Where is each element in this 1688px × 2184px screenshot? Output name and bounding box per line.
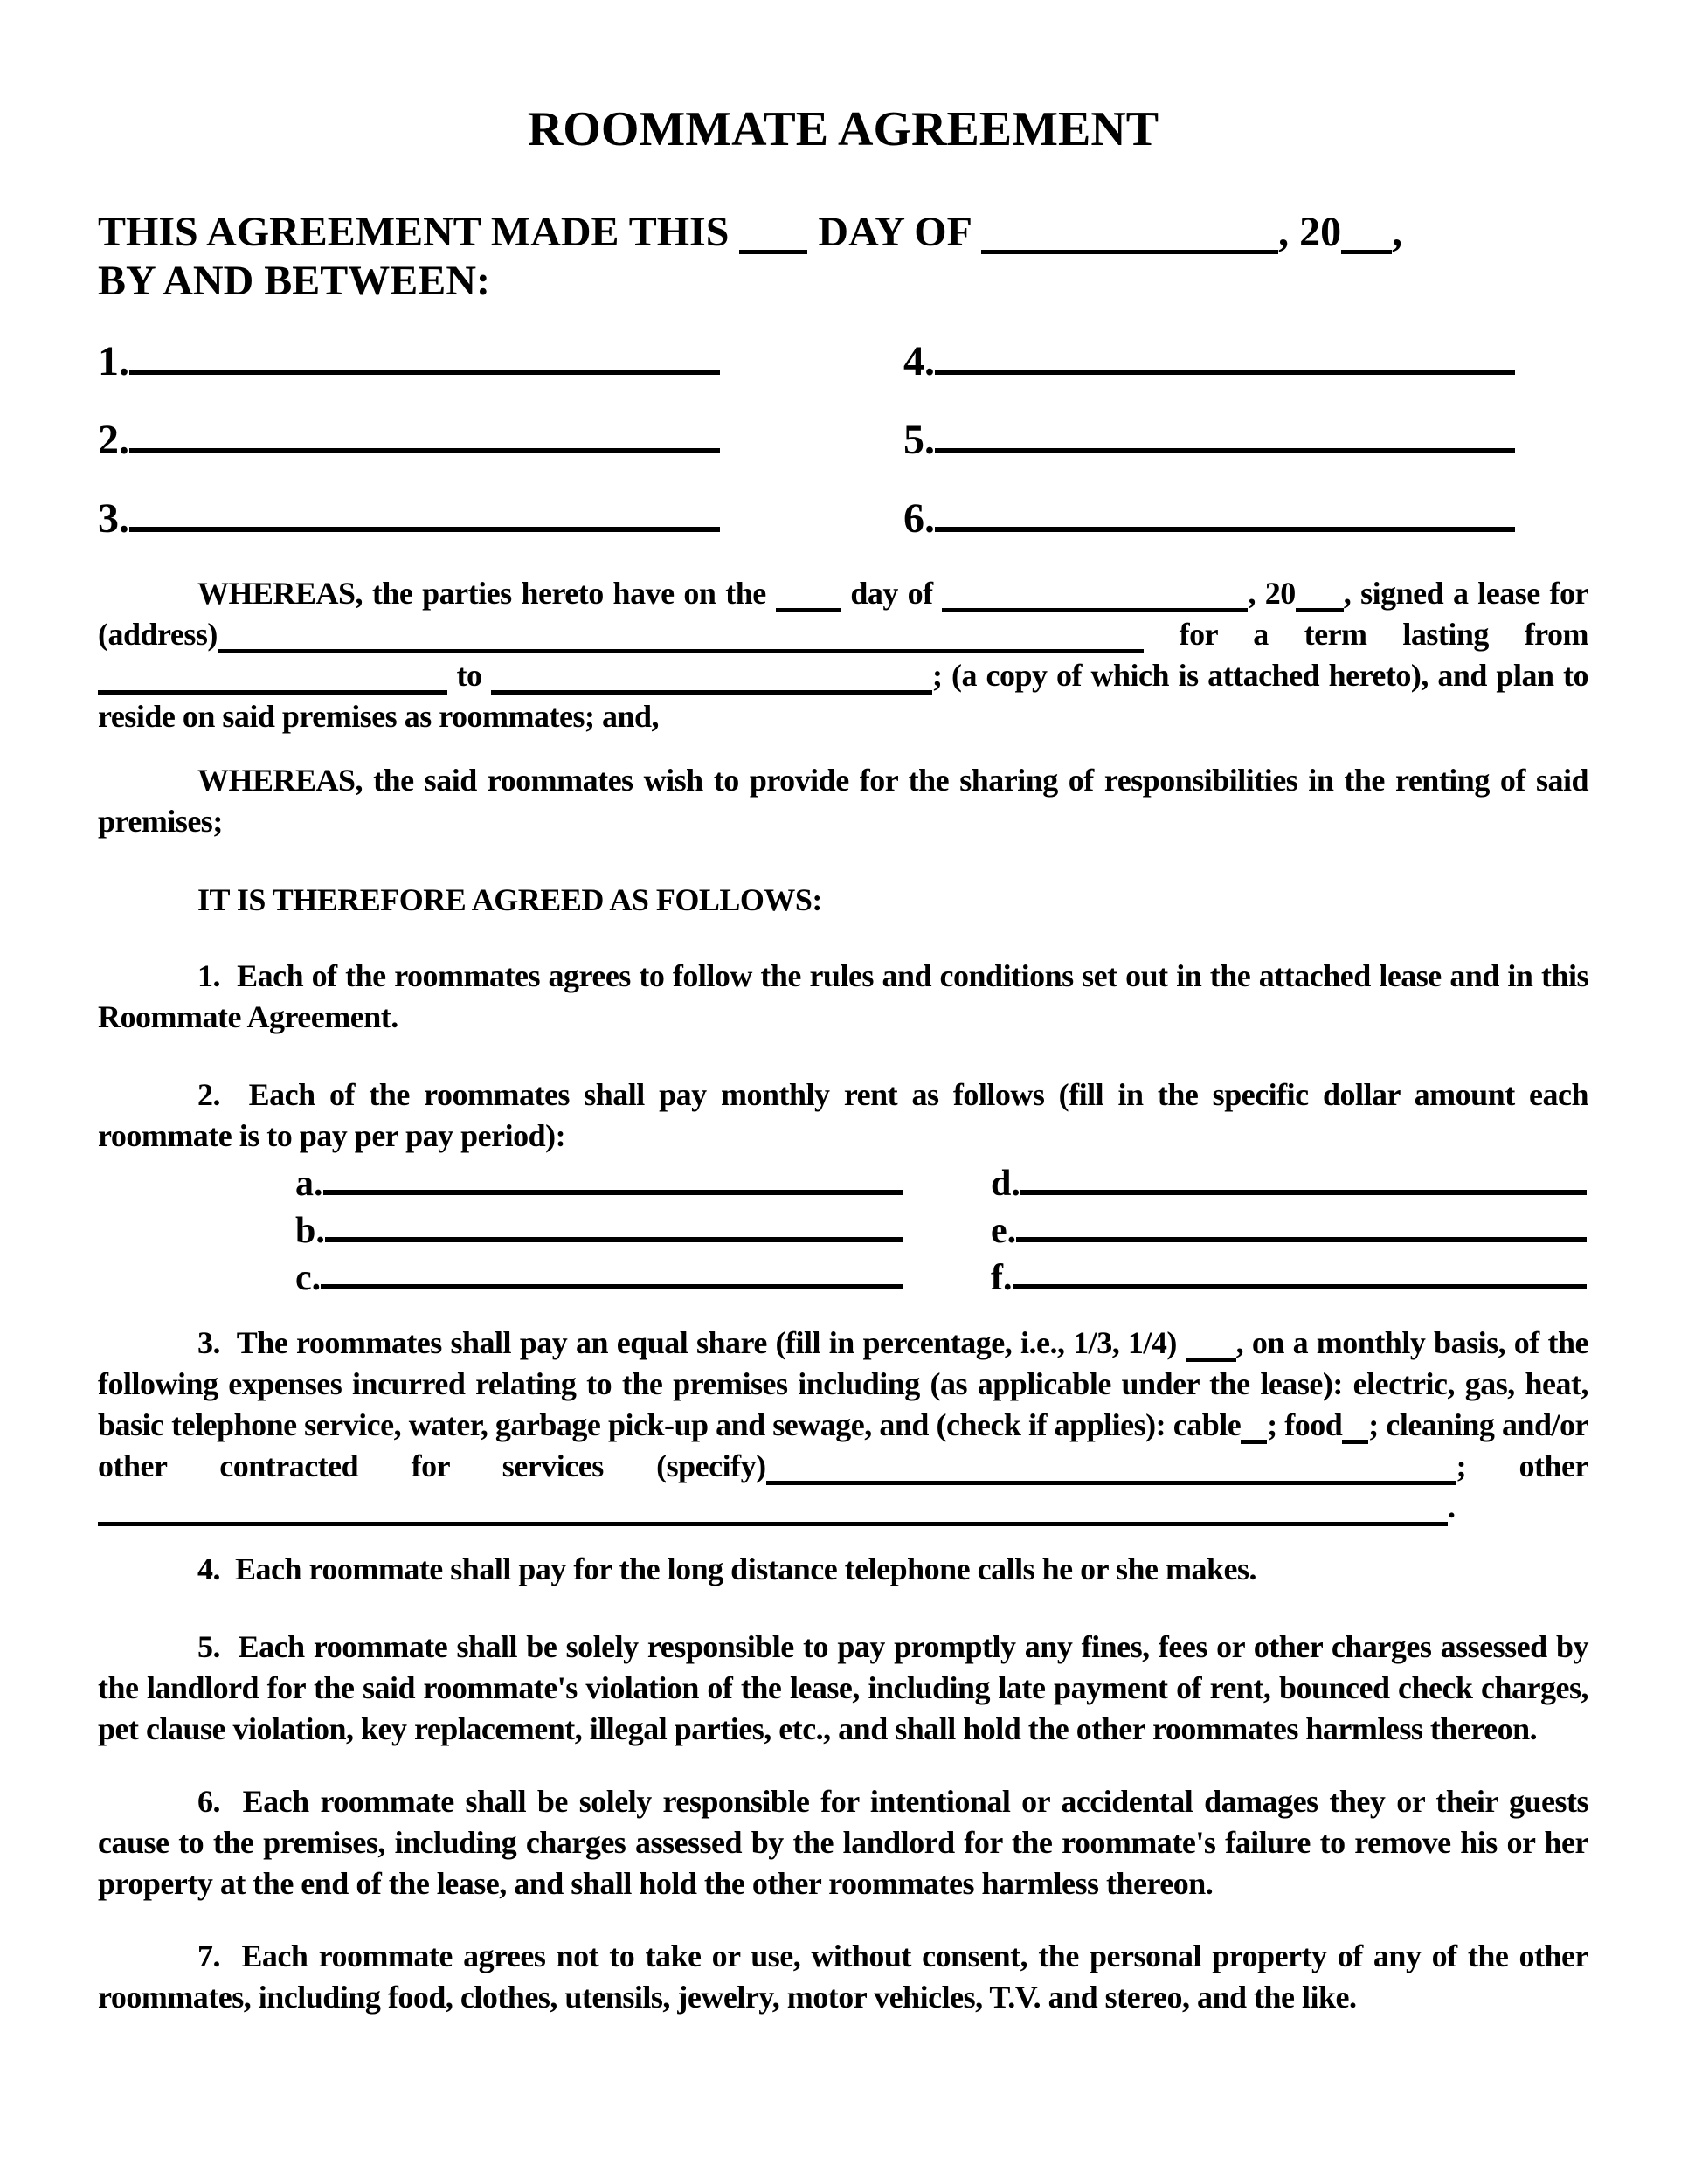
rent-label-b: b. — [295, 1211, 325, 1251]
opening-clause-line2: BY AND BETWEEN: — [98, 258, 490, 304]
rent-row — [98, 1209, 1588, 1253]
fill-blank — [981, 239, 1278, 254]
clause-1-follow-lease: 1. Each of the roommates agrees to follow the rules and conditions set out in the attached lease and in this Roommate Agreement. — [98, 958, 1588, 1034]
rent-field-d — [991, 1162, 1587, 1206]
clause-2-monthly-rent: 2. Each of the roommates shall pay monthly rent as follows (fill in the specific dollar amount each roommate is to pay per pay period): — [98, 1077, 1588, 1153]
rent-blank-line-b — [325, 1237, 903, 1242]
party-field-4 — [903, 337, 1515, 386]
party-row — [98, 416, 1588, 465]
rent-amount-list — [98, 1162, 1588, 1300]
rent-label-f: f. — [991, 1258, 1013, 1298]
rent-row — [98, 1162, 1588, 1206]
rent-field-a — [295, 1162, 903, 1206]
clause-3-shared-expenses: 3. The roommates shall pay an equal share (fill in percentage, i.e., 1/3, 1/4) , on a monthly basis, of the following expenses incurred relating to the premises including (as applicable under the lease): electric, gas, heat, basic telephone service, water, garbage pick-up and sewage, and (check if applies): cable ; food ; cleaning and/or other contracted for services (specify) ; other. — [98, 1325, 1588, 1524]
fill-blank — [942, 598, 1248, 612]
rent-field-b — [295, 1209, 903, 1253]
rent-blank-line-c — [321, 1284, 903, 1289]
document-title: ROOMMATE AGREEMENT — [527, 102, 1159, 156]
party-blank-line-6 — [935, 527, 1515, 532]
rent-field-f — [991, 1256, 1587, 1300]
party-blank-line-4 — [935, 370, 1515, 375]
fill-blank — [1342, 1429, 1368, 1444]
rent-blank-line-d — [1020, 1190, 1587, 1195]
party-number-4: 4. — [903, 338, 935, 384]
party-field-5 — [903, 416, 1515, 465]
therefore-agreed-line: IT IS THEREFORE AGREED AS FOLLOWS: — [197, 882, 822, 917]
party-blank-line-2 — [129, 448, 720, 453]
rent-field-c — [295, 1256, 903, 1300]
party-blank-line-3 — [129, 527, 720, 532]
fill-blank — [739, 239, 807, 254]
party-row — [98, 494, 1588, 543]
rent-blank-line-e — [1016, 1237, 1587, 1242]
fill-blank — [766, 1470, 1456, 1485]
fill-blank — [1241, 1429, 1267, 1444]
fill-blank — [776, 598, 841, 612]
party-blank-line-1 — [129, 370, 720, 375]
opening-clause — [98, 208, 1588, 306]
party-field-6 — [903, 494, 1515, 543]
party-field-3 — [98, 494, 720, 543]
fill-blank — [1341, 239, 1392, 254]
rent-blank-line-a — [323, 1190, 904, 1195]
rent-label-a: a. — [295, 1164, 323, 1204]
rent-label-d: d. — [991, 1164, 1020, 1204]
clause-7-personal-property: 7. Each roommate agrees not to take or use, without consent, the personal property of any of the other roommates, including food, clothes, utensils, jewelry, motor vehicles, T.V. and stereo, and the like. — [98, 1939, 1588, 2015]
party-number-6: 6. — [903, 495, 935, 542]
fill-blank — [218, 639, 1144, 653]
fill-blank — [98, 680, 447, 695]
rent-row — [98, 1256, 1588, 1300]
party-field-1 — [98, 337, 720, 386]
party-name-list — [98, 337, 1588, 543]
rent-label-c: c. — [295, 1258, 322, 1298]
party-number-5: 5. — [903, 417, 935, 463]
clause-6-damages: 6. Each roommate shall be solely responsible for intentional or accidental damages they or their guests cause to the premises, including charges assessed by the landlord for the roommate's failure to remove his or her property at the end of the lease, and shall hold the other roommates harmless thereon. — [98, 1784, 1588, 1901]
party-blank-line-5 — [935, 448, 1515, 453]
rent-field-e — [991, 1209, 1587, 1253]
rent-label-e: e. — [991, 1211, 1017, 1251]
party-number-1: 1. — [98, 338, 129, 384]
clause-5-fines-fees: 5. Each roommate shall be solely responsible to pay promptly any fines, fees or other charges assessed by the landlord for the said roommate's violation of the lease, including late payment of rent, bounced check charges, pet clause violation, key replacement, illegal parties, etc., and shall hold the other roommates harmless thereon. — [98, 1629, 1588, 1746]
fill-blank — [98, 1511, 1448, 1526]
rent-blank-line-f — [1013, 1284, 1588, 1289]
party-number-3: 3. — [98, 495, 129, 542]
clause-4-long-distance: 4. Each roommate shall pay for the long distance telephone calls he or she makes. — [197, 1552, 1256, 1586]
party-field-2 — [98, 416, 720, 465]
opening-clause-line1: THIS AGREEMENT MADE THIS DAY OF , 20 , — [98, 209, 1403, 255]
party-row — [98, 337, 1588, 386]
whereas-lease-paragraph: WHEREAS, the parties hereto have on the day of , 20 , signed a lease for (address) for a term lasting from to ; (a copy of which is attached hereto), and plan to reside on said premises as roommates; and, — [98, 576, 1588, 734]
fill-blank — [1186, 1347, 1236, 1362]
whereas-sharing-paragraph: WHEREAS, the said roommates wish to provide for the sharing of responsibilities in the renting of said premises; — [98, 763, 1588, 839]
party-number-2: 2. — [98, 417, 129, 463]
fill-blank — [491, 680, 932, 695]
fill-blank — [1296, 598, 1344, 612]
